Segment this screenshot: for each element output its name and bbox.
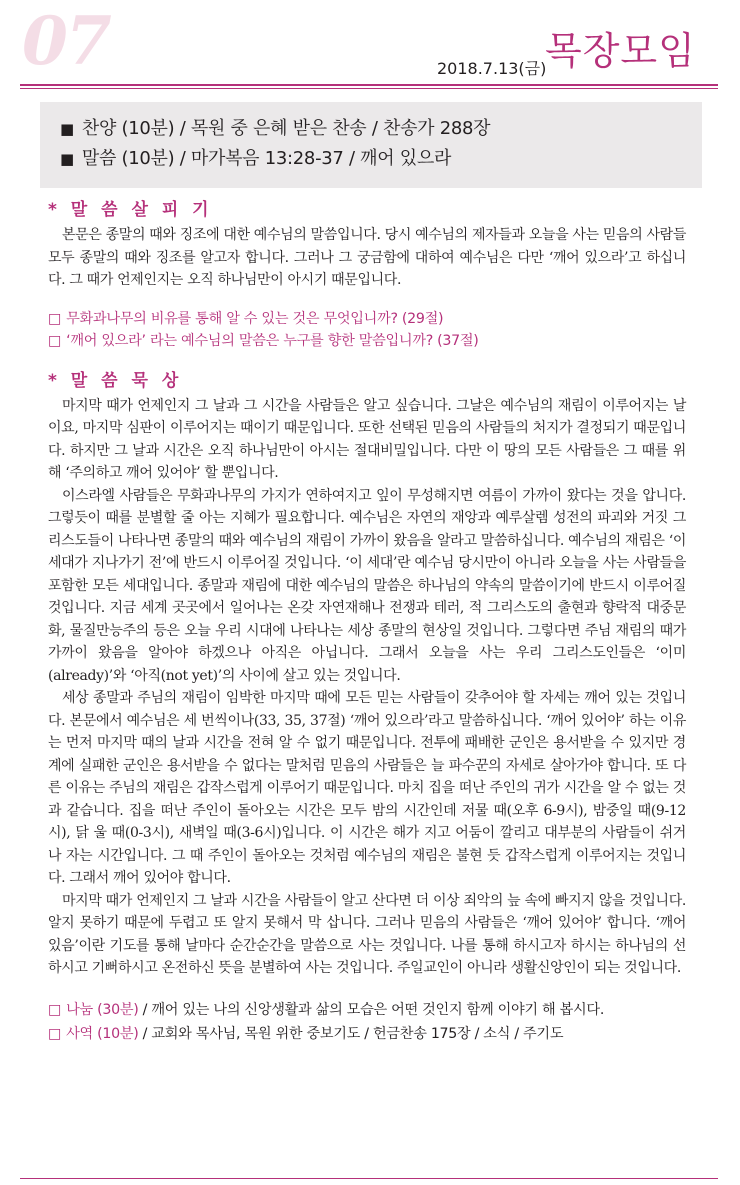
activity-sharing [48, 998, 686, 1022]
checkbox-square-icon: □ [48, 1025, 62, 1042]
meditation-paragraph: 세상 종말과 주님의 재림이 임박한 마지막 때에 모든 믿는 사람들이 갖추어야 할 자세는 깨어 있는 것입니다. 본문에서 예수님은 세 번씩이나(33, 35, 37절) ‘깨어 있으라’라고 말씀하십니다. ‘깨어 있어야’ 하는 이유는 먼저 마지막 때의 날과 시간을 전혀 알 수 없기 때문입니다. 전투에 패배한 군인은 용서받을 수 있지만 경계에 실패한 군인은 용서받을 수 없다는 말처럼 믿음의 사람들은 늘 파수꾼의 자세로 살아가야 합니다. 또 다른 이유는 주님의 재림은 갑작스럽게 이루어기 때문입니다. 마치 집을 떠난 주인의 귀가 시간을 알 수 없는 것과 같습니다. 집을 떠난 주인이 돌아오는 시간은 모두 밤의 시간인데 저물 때(오후 6-9시), 밤중일 때(9-12시), 닭 울 때(0-3시), 새벽일 때(3-6시)입니다. 이 시간은 해가 지고 어둠이 깔리고 대부분의 사람들이 쉬거나 자는 시간입니다. 그 때 주인이 돌아오는 것처럼 예수님의 재림은 불현 듯 갑작스럽게 이루어지는 것입니다. 그래서 깨어 있어야 합니다. [48, 690, 686, 886]
header-rule [20, 84, 718, 86]
order-line-text: 찬양 (10분) / 목원 중 은혜 받은 찬송 / 찬송가 288장 [81, 118, 491, 139]
checkbox-square-icon: □ [48, 1001, 62, 1018]
main-content [48, 196, 686, 1046]
activity-text: / 깨어 있는 나의 신앙생활과 삶의 모습은 어떤 것인지 함께 이야기 해 봅시다. [138, 1001, 605, 1018]
question-item [48, 330, 686, 353]
section-heading-observe: * 말 씀 살 피 기 [48, 200, 213, 220]
activity-list [48, 998, 686, 1046]
question-text: ‘깨어 있으라’ 라는 예수님의 말씀은 누구를 향한 말씀입니까? (37절) [66, 333, 479, 349]
checkbox-square-icon: □ [48, 310, 62, 327]
square-bullet-icon: ■ [60, 150, 74, 168]
square-bullet-icon: ■ [60, 120, 74, 138]
question-list [48, 308, 686, 353]
date: 2018.7.13(금) [437, 59, 547, 78]
observe-paragraph: 본문은 종말의 때와 징조에 대한 예수님의 말씀입니다. 당시 예수님의 제자들과 오늘을 사는 믿음의 사람들 모두 종말의 때와 징조를 알고자 합니다. 그러나 그 궁금함에 대하여 예수님은 다만 ‘깨어 있으라’고 하십니다. 그 때가 언제인지는 오직 하나님만이 아시기 때문입니다. [48, 227, 686, 288]
meditation-paragraph: 마지막 때가 언제인지 그 날과 시간을 사람들이 알고 산다면 더 이상 죄악의 늪 속에 빠지지 않을 것입니다. 알지 못하기 때문에 두렵고 또 알지 못해서 막 삽니다. 그러나 믿음의 사람들은 ‘깨어 있어야’ 합니다. ‘깨어 있음’이란 기도를 통해 날마다 순간순간을 말씀으로 사는 것입니다. 나를 통해 하시고자 하시는 하나님의 선하시고 기뻐하시고 온전하신 뜻을 분별하여 사는 것입니다. 주일교인이 아니라 생활신앙인이 되는 것입니다. [48, 892, 686, 976]
question-item [48, 308, 686, 331]
activity-label: 나눔 (30분) [66, 1001, 139, 1018]
checkbox-square-icon: □ [48, 333, 62, 349]
activity-ministry [48, 1022, 686, 1046]
page-number: 07 [22, 2, 110, 80]
header-rule-thin [20, 88, 718, 89]
order-line-word [60, 144, 682, 174]
order-line-text: 말씀 (10분) / 마가복음 13:28-37 / 깨어 있으라 [81, 148, 452, 169]
question-text: 무화과나무의 비유를 통해 알 수 있는 것은 무엇입니까? (29절) [66, 310, 444, 327]
page-title: 목장모임 [545, 29, 696, 73]
meditation-paragraph: 이스라엘 사람들은 무화과나무의 가지가 연하여지고 잎이 무성해지면 여름이 가까이 왔다는 것을 압니다. 그렇듯이 때를 분별할 줄 아는 지혜가 필요합니다. 예수님은 자연의 재앙과 예루살렘 성전의 파괴와 거짓 그리스도들이 나타나면 종말의 때와 예수님의 재림이 가까이 왔음을 알라고 말씀하십니다. 예수님의 재림은 ‘이 세대가 지나가기 전’에 반드시 이루어질 것입니다. ‘이 세대’란 예수님 당시만이 아니라 오늘을 사는 사람들을 포함한 모든 세대입니다. 종말과 재림에 대한 예수님의 말씀은 하나님의 약속의 말씀이기에 반드시 이루어질 것입니다. 지금 세계 곳곳에서 일어나는 온갖 자연재해나 전쟁과 테러, 적 그리스도의 출현과 향락적 대중문화, 물질만능주의 등은 오늘 우리 시대에 나타나는 세상 종말의 현상일 것입니다. 그렇다면 주님 재림의 때가 가까이 왔음을 알아야 하겠으나 아직은 아닙니다. 그래서 오늘을 사는 우리 그리스도인들은 ‘이미(already)’와 ‘아직(not yet)’의 사이에 살고 있는 것입니다. [48, 487, 686, 684]
section-heading-meditate: * 말 씀 묵 상 [48, 370, 183, 391]
footer-rule [20, 1178, 718, 1179]
activity-label: 사역 (10분) [66, 1025, 139, 1042]
order-box [40, 102, 702, 188]
order-line-praise [60, 114, 682, 144]
meditation-paragraph: 마지막 때가 언제인지 그 날과 그 시간을 사람들은 알고 싶습니다. 그날은 예수님의 재림이 이루어지는 날이요, 마지막 심판이 이루어지는 때이기 때문입니다. 또한 선택된 믿음의 사람들의 처지가 결정되기 때문입니다. 하지만 그 날과 시간은 오직 하나님만이 아시는 절대비밀입니다. 다만 이 땅의 모든 사람들은 그 때를 위해 ‘주의하고 깨어 있어야’ 할 뿐입니다. [48, 397, 686, 481]
activity-text: / 교회와 목사님, 목원 위한 중보기도 / 헌금찬송 175장 / 소식 / 주기도 [138, 1025, 564, 1042]
